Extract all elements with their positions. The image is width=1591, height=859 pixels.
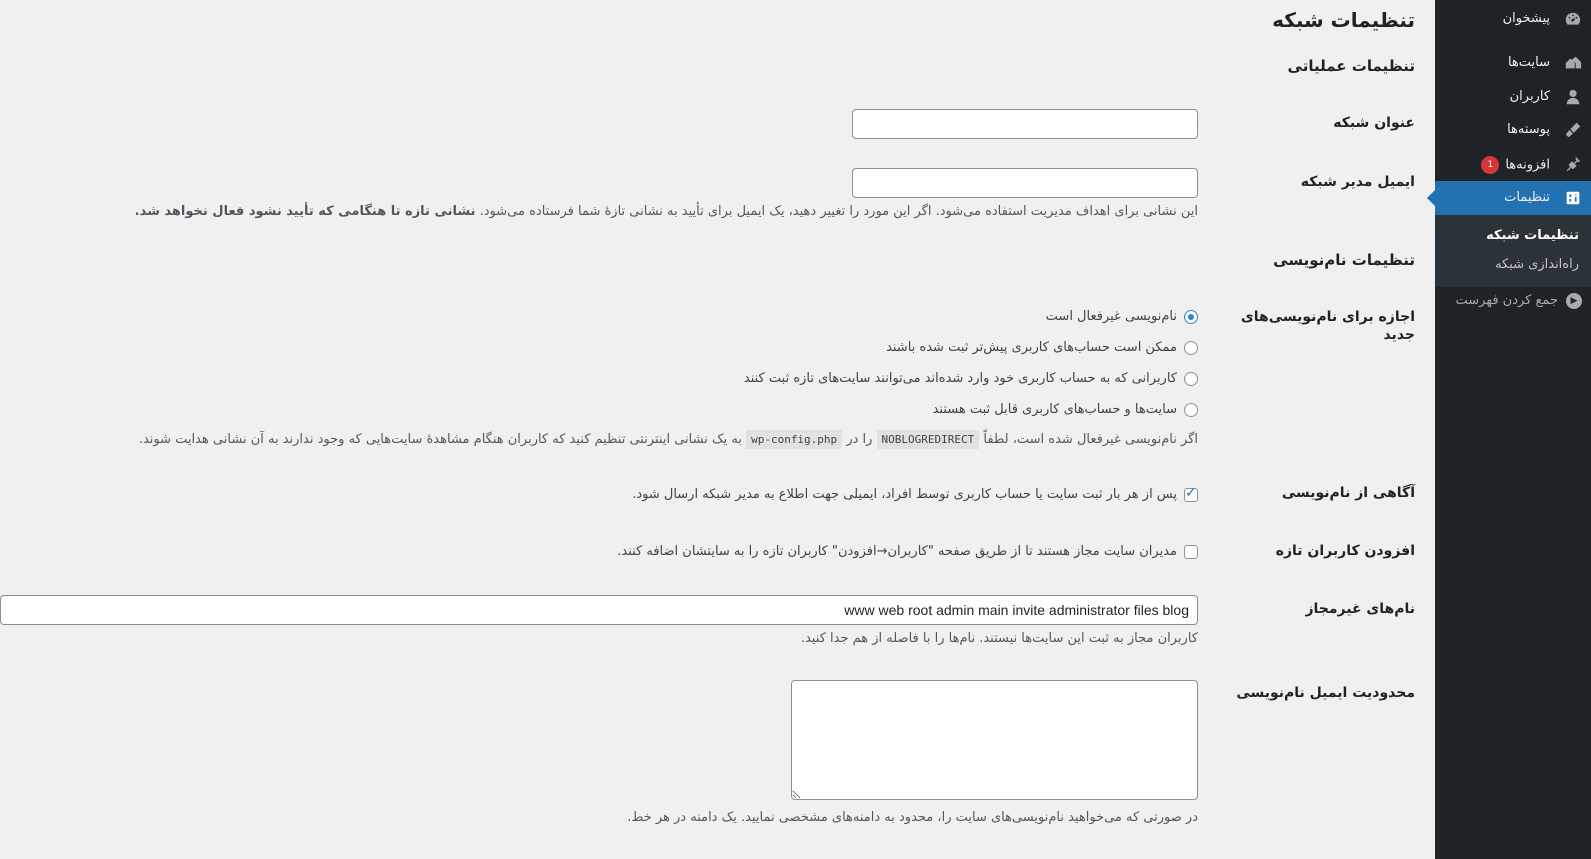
update-count-badge: 1 bbox=[1481, 156, 1499, 174]
sidebar-item-label: پوسته‌ها bbox=[1507, 122, 1550, 137]
settings-icon bbox=[1563, 188, 1583, 208]
registration-notification-label: آگاهی از نام‌نویسی bbox=[1281, 485, 1415, 501]
allow-registration-label bbox=[1241, 308, 1415, 344]
sidebar-item-dashboard[interactable] bbox=[1435, 2, 1591, 36]
registration-option-radio-all[interactable] bbox=[1184, 403, 1198, 417]
registration-note-before: اگر نام‌نویسی غیرفعال شده است، لطفاً bbox=[983, 432, 1198, 447]
dashboard-icon bbox=[1563, 9, 1583, 29]
registration-option-label[interactable]: سایت‌ها و حساب‌های کاربری قابل ثبت هستند bbox=[932, 402, 1177, 417]
sidebar-item-sites[interactable] bbox=[1435, 46, 1591, 80]
sidebar-item-label: تنظیمات bbox=[1504, 190, 1550, 205]
collapse-menu-label: جمع کردن فهرست bbox=[1455, 293, 1558, 308]
submenu-network-settings[interactable]: تنظیمات شبکه bbox=[1486, 228, 1579, 243]
registration-notification-text[interactable]: پس از هر بار ثبت سایت یا حساب کاربری توسط افراد، ایمیلی جهت اطلاع به مدیر شبکه ارسال شود. bbox=[632, 487, 1177, 502]
admin-email-label: ایمیل مدیر شبکه bbox=[1300, 174, 1415, 190]
themes-icon bbox=[1563, 120, 1583, 140]
network-title-label: عنوان شبکه bbox=[1333, 115, 1415, 131]
banned-names-input[interactable] bbox=[0, 595, 1198, 625]
limited-email-description: در صورتی که می‌خواهید نام‌نویسی‌های سایت را، محدود به دامنه‌های مشخصی نمایید. یک دامنه در هر خط. bbox=[627, 810, 1198, 825]
section-heading-operational: تنظیمات عملیاتی bbox=[1287, 57, 1415, 75]
registration-option-label[interactable]: ممکن است حساب‌های کاربری پیش‌تر ثبت شده باشند bbox=[886, 340, 1177, 355]
registration-option-label[interactable]: نام‌نویسی غیرفعال است bbox=[1045, 309, 1177, 324]
section-heading-registration: تنظیمات نام‌نویسی bbox=[1273, 251, 1415, 269]
add-new-users-text[interactable]: مدیران سایت مجاز هستند تا از طریق صفحه "کاربران→افزودن" کاربران تازه را به سایتشان اضافه کنند. bbox=[617, 544, 1177, 559]
admin-email-input[interactable] bbox=[852, 168, 1198, 198]
sidebar-item-users[interactable] bbox=[1435, 80, 1591, 114]
collapse-icon: ▶ bbox=[1566, 293, 1582, 309]
submenu-network-setup[interactable]: راه‌اندازی شبکه bbox=[1495, 257, 1579, 272]
noblogredirect-code: NOBLOGREDIRECT bbox=[877, 430, 980, 449]
allow-registration-label-line2: جدید bbox=[1383, 327, 1415, 343]
admin-sidebar bbox=[1435, 0, 1591, 859]
sidebar-item-label: پیشخوان bbox=[1502, 11, 1550, 26]
limited-email-textarea[interactable] bbox=[791, 680, 1198, 800]
sidebar-item-settings[interactable] bbox=[1435, 181, 1591, 215]
registration-option-label[interactable]: کاربرانی که به حساب کاربری خود وارد شده‌اند می‌توانند سایت‌های تازه ثبت کنند bbox=[743, 371, 1177, 386]
sidebar-item-themes[interactable] bbox=[1435, 113, 1591, 147]
banned-names-description: کاربران مجاز به ثبت این سایت‌ها نیستند. نام‌ها را با فاصله از هم جدا کنید. bbox=[800, 631, 1198, 646]
collapse-menu-button[interactable] bbox=[1435, 290, 1591, 314]
wp-config-code: wp-config.php bbox=[746, 430, 842, 449]
registration-option-radio-user[interactable] bbox=[1184, 341, 1198, 355]
registration-option-radio-blog[interactable] bbox=[1184, 372, 1198, 386]
registration-option-radio-disabled[interactable] bbox=[1184, 310, 1198, 324]
sidebar-item-label: سایت‌ها bbox=[1507, 55, 1550, 70]
sidebar-item-label: کاربران bbox=[1509, 89, 1550, 104]
sidebar-item-label: افزونه‌ها bbox=[1505, 157, 1550, 173]
allow-registration-label-line1: اجازه برای نام‌نویسی‌های bbox=[1240, 309, 1415, 325]
admin-email-description-strong: نشانی تازه تا هنگامی که تأیید نشود فعال نخواهد شد. bbox=[134, 204, 476, 219]
registration-notification-checkbox[interactable] bbox=[1184, 488, 1198, 502]
sidebar-item-label-wrap bbox=[1481, 156, 1550, 174]
registration-note-after: به یک نشانی اینترنتی تنظیم کنید که کاربران هنگام مشاهدهٔ سایت‌هایی که وجود ندارند به آن نشانی هدایت شوند. bbox=[138, 432, 742, 447]
users-icon bbox=[1563, 87, 1583, 107]
sites-icon bbox=[1563, 53, 1583, 73]
add-new-users-label: افزودن کاربران تازه bbox=[1275, 543, 1415, 559]
admin-email-description-text: این نشانی برای اهداف مدیریت استفاده می‌شود. اگر این مورد را تغییر دهید، یک ایمیل برای تأیید به نشانی تازهٔ شما فرستاده می‌شود. bbox=[479, 204, 1198, 219]
admin-email-description bbox=[135, 204, 1198, 219]
page-title: تنظیمات شبکه bbox=[1272, 8, 1415, 32]
settings-submenu bbox=[1435, 215, 1591, 287]
plugins-icon bbox=[1563, 154, 1583, 174]
sidebar-item-plugins[interactable] bbox=[1435, 147, 1591, 181]
banned-names-label: نام‌های غیرمجاز bbox=[1305, 601, 1415, 617]
active-arrow-indicator bbox=[1427, 190, 1435, 206]
limited-email-label: محدودیت ایمیل نام‌نویسی bbox=[1236, 685, 1415, 701]
registration-note-mid: را در bbox=[846, 432, 873, 447]
registration-note bbox=[139, 432, 1198, 447]
network-title-input[interactable] bbox=[852, 109, 1198, 139]
add-new-users-checkbox[interactable] bbox=[1184, 545, 1198, 559]
